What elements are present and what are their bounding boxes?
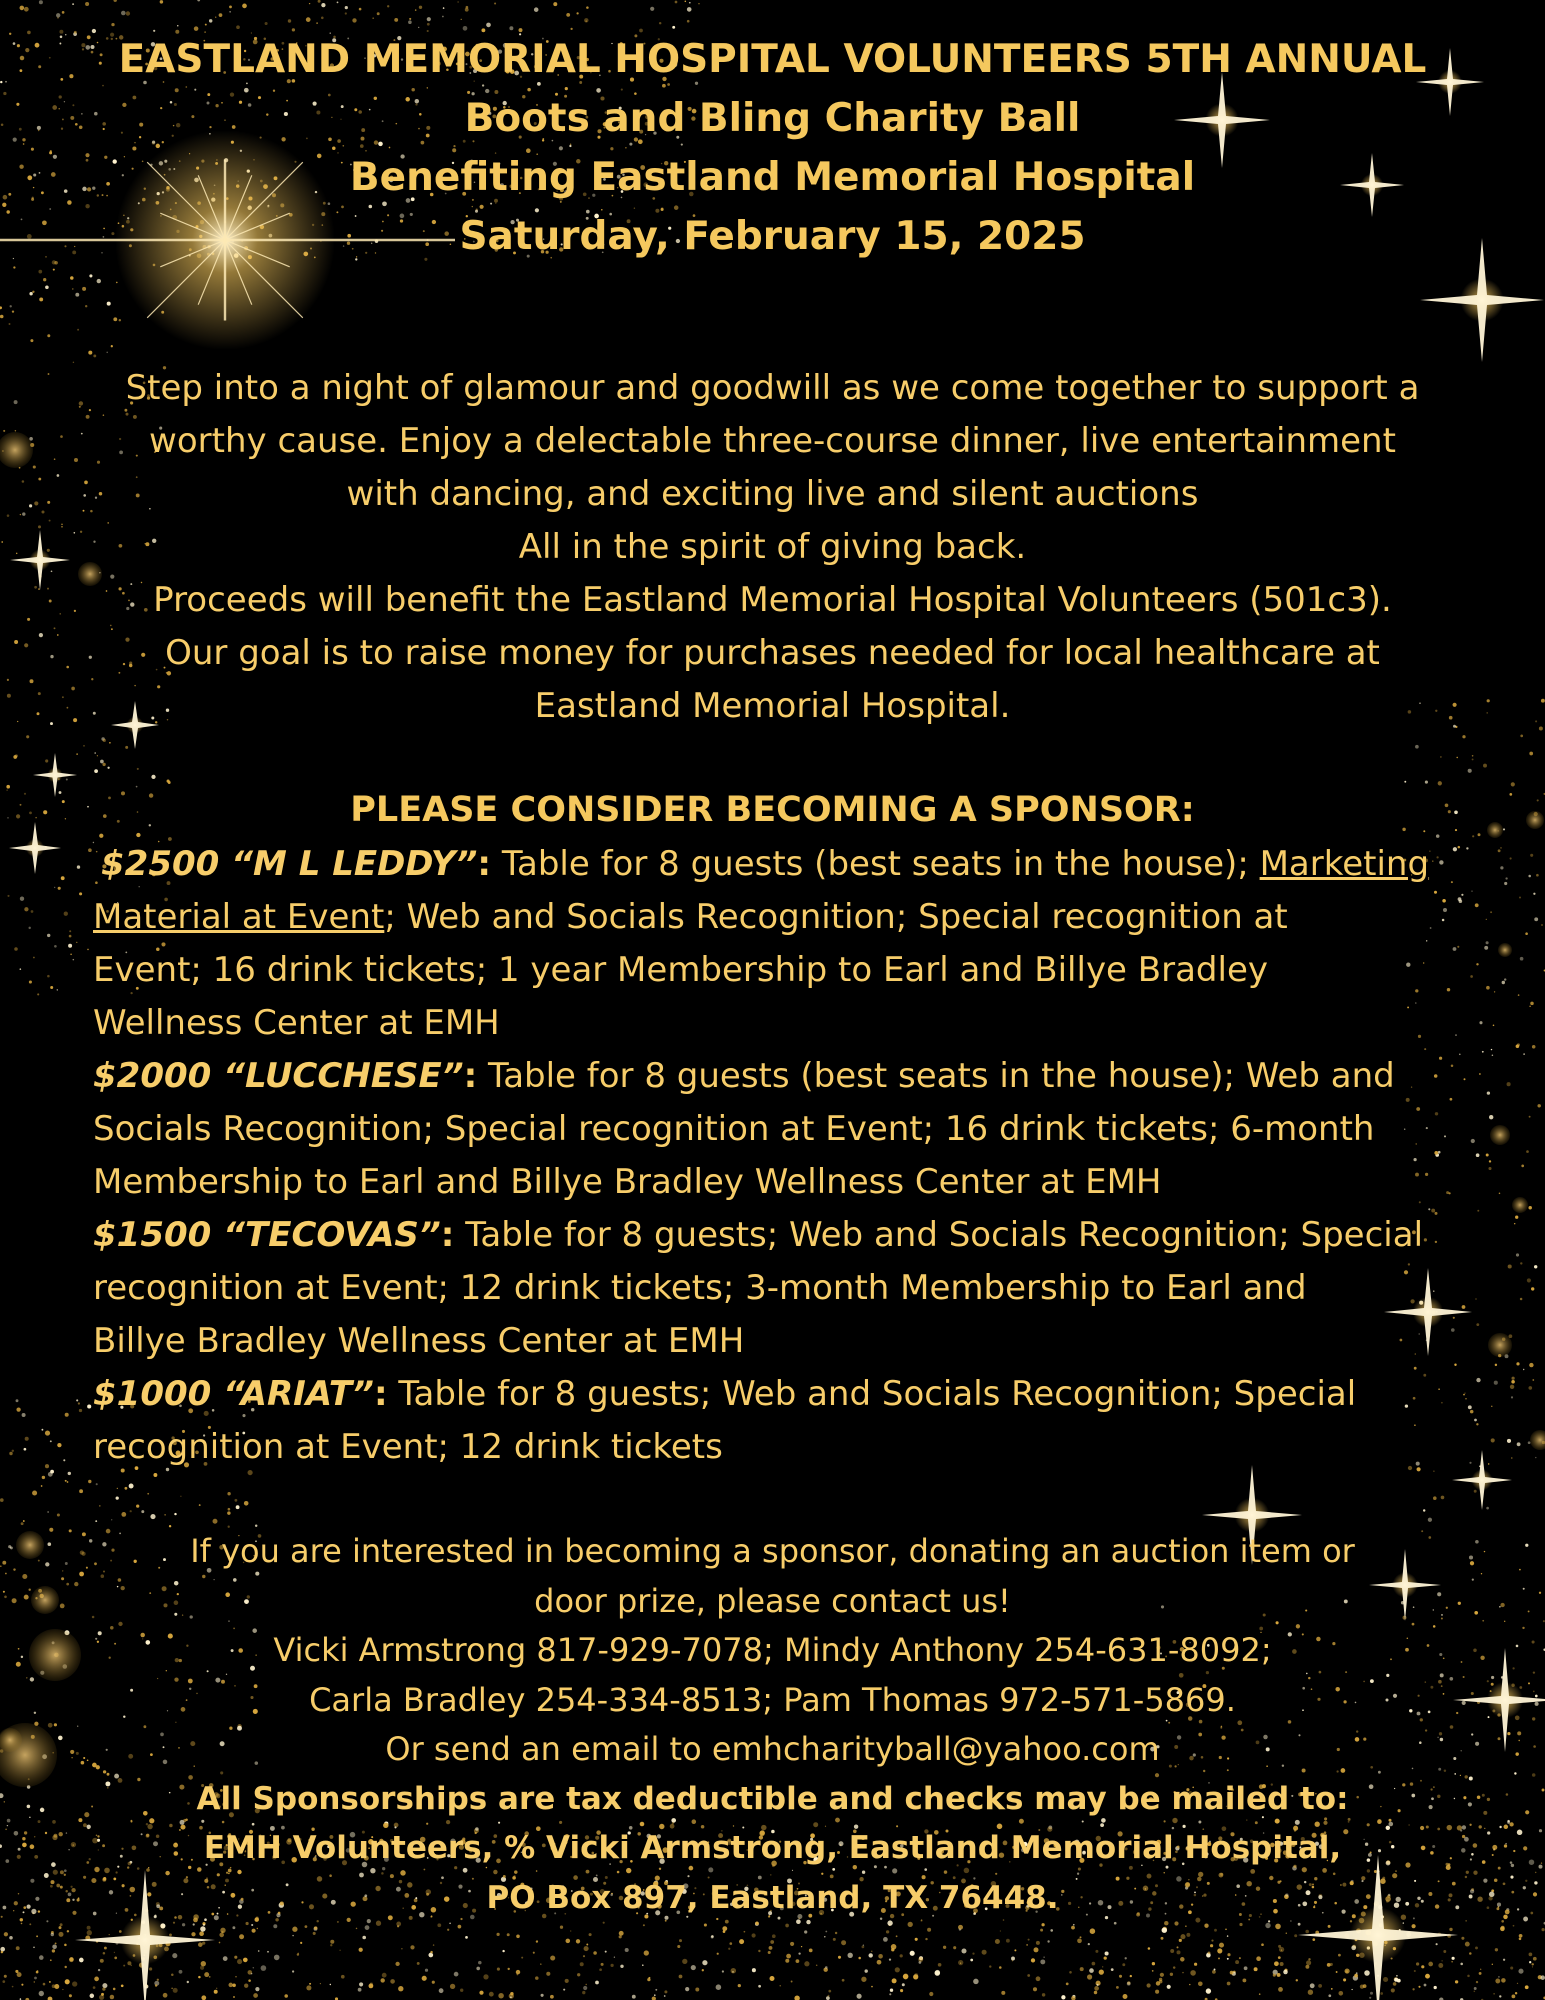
header-organizer-line: EASTLAND MEMORIAL HOSPITAL VOLUNTEERS 5TH ANNUAL (118, 37, 1427, 82)
marketing-material-text: Marketing (1259, 844, 1430, 884)
sponsor-heading: PLEASE CONSIDER BECOMING A SPONSOR: (350, 790, 1195, 830)
marketing-material-text: Material at Event (93, 897, 385, 937)
tier-benefits: recognition at Event; 12 drink tickets (93, 1427, 723, 1467)
mailing-address: PO Box 897, Eastland, TX 76448. (486, 1879, 1059, 1916)
intro-line: Proceeds will benefit the Eastland Memorial Hospital Volunteers (501c3). (153, 580, 1392, 620)
tier-colon: : (440, 1215, 455, 1255)
contact-phones: Vicki Armstrong 817-929-7078; Mindy Anthony 254-631-8092; (273, 1631, 1272, 1669)
sponsor-tier-tecovas (93, 1209, 1493, 1368)
tier-benefits: ; Web and Socials Recognition; Special recognition at (384, 897, 1288, 937)
contact-line: door prize, please contact us! (534, 1581, 1011, 1620)
tier-benefits: Table for 8 guests; Web and Socials Recognition; Special (387, 1374, 1357, 1414)
tier-benefits: Table for 8 guests (best seats in the house); Web and (477, 1056, 1395, 1096)
intro-line: Step into a night of glamour and goodwill as we come together to support a (125, 368, 1420, 408)
tier-name: $2000 “LUCCHESE” (93, 1056, 464, 1096)
event-description (60, 362, 1485, 733)
mailing-address: EMH Volunteers, % Vicki Armstrong, Eastland Memorial Hospital, (203, 1830, 1342, 1866)
sponsor-tier-lucchese (93, 1050, 1493, 1209)
intro-line: All in the spirit of giving back. (518, 527, 1027, 567)
sponsor-tier-ml-leddy (93, 838, 1493, 1050)
tier-benefits: recognition at Event; 12 drink tickets; 3-month Membership to Earl and (93, 1268, 1307, 1308)
tax-deductible-note: All Sponsorships are tax deductible and checks may be mailed to: (196, 1780, 1349, 1817)
tier-name: $1000 “ARIAT” (93, 1374, 374, 1414)
event-beneficiary: Benefiting Eastland Memorial Hospital (349, 155, 1196, 200)
tier-colon: : (463, 1056, 478, 1096)
intro-line: Our goal is to raise money for purchases needed for local healthcare at (165, 633, 1380, 673)
contact-line: If you are interested in becoming a sponsor, donating an auction item or (190, 1532, 1355, 1570)
sponsor-tier-ariat (93, 1368, 1493, 1474)
tier-benefits: Table for 8 guests (best seats in the house); (491, 844, 1260, 884)
contact-email: Or send an email to emhcharityball@yahoo.com (385, 1730, 1160, 1768)
event-date: Saturday, February 15, 2025 (459, 214, 1086, 259)
contact-phones: Carla Bradley 254-334-8513; Pam Thomas 972-571-5869. (309, 1680, 1236, 1719)
tier-colon: : (373, 1374, 388, 1414)
event-header (0, 30, 1545, 266)
tier-colon: : (477, 844, 492, 884)
intro-line: with dancing, and exciting live and silent auctions (346, 474, 1199, 514)
tier-benefits: Billye Bradley Wellness Center at EMH (93, 1321, 745, 1361)
contact-section (0, 1527, 1545, 1923)
event-title: Boots and Bling Charity Ball (464, 96, 1081, 141)
tier-benefits: Membership to Earl and Billye Bradley Wellness Center at EMH (93, 1162, 1162, 1202)
tier-name: $2500 “M L LEDDY” (101, 844, 478, 884)
intro-line: worthy cause. Enjoy a delectable three-course dinner, live entertainment (149, 421, 1396, 461)
tier-benefits: Table for 8 guests; Web and Socials Recognition; Special (454, 1215, 1424, 1255)
tier-benefits: Event; 16 drink tickets; 1 year Membership to Earl and Billye Bradley (93, 950, 1268, 990)
sponsor-tiers (93, 838, 1493, 1474)
intro-line: Eastland Memorial Hospital. (534, 686, 1011, 726)
tier-benefits: Socials Recognition; Special recognition at Event; 16 drink tickets; 6-month (93, 1109, 1375, 1149)
tier-name: $1500 “TECOVAS” (93, 1215, 441, 1255)
tier-benefits: Wellness Center at EMH (93, 1003, 500, 1043)
